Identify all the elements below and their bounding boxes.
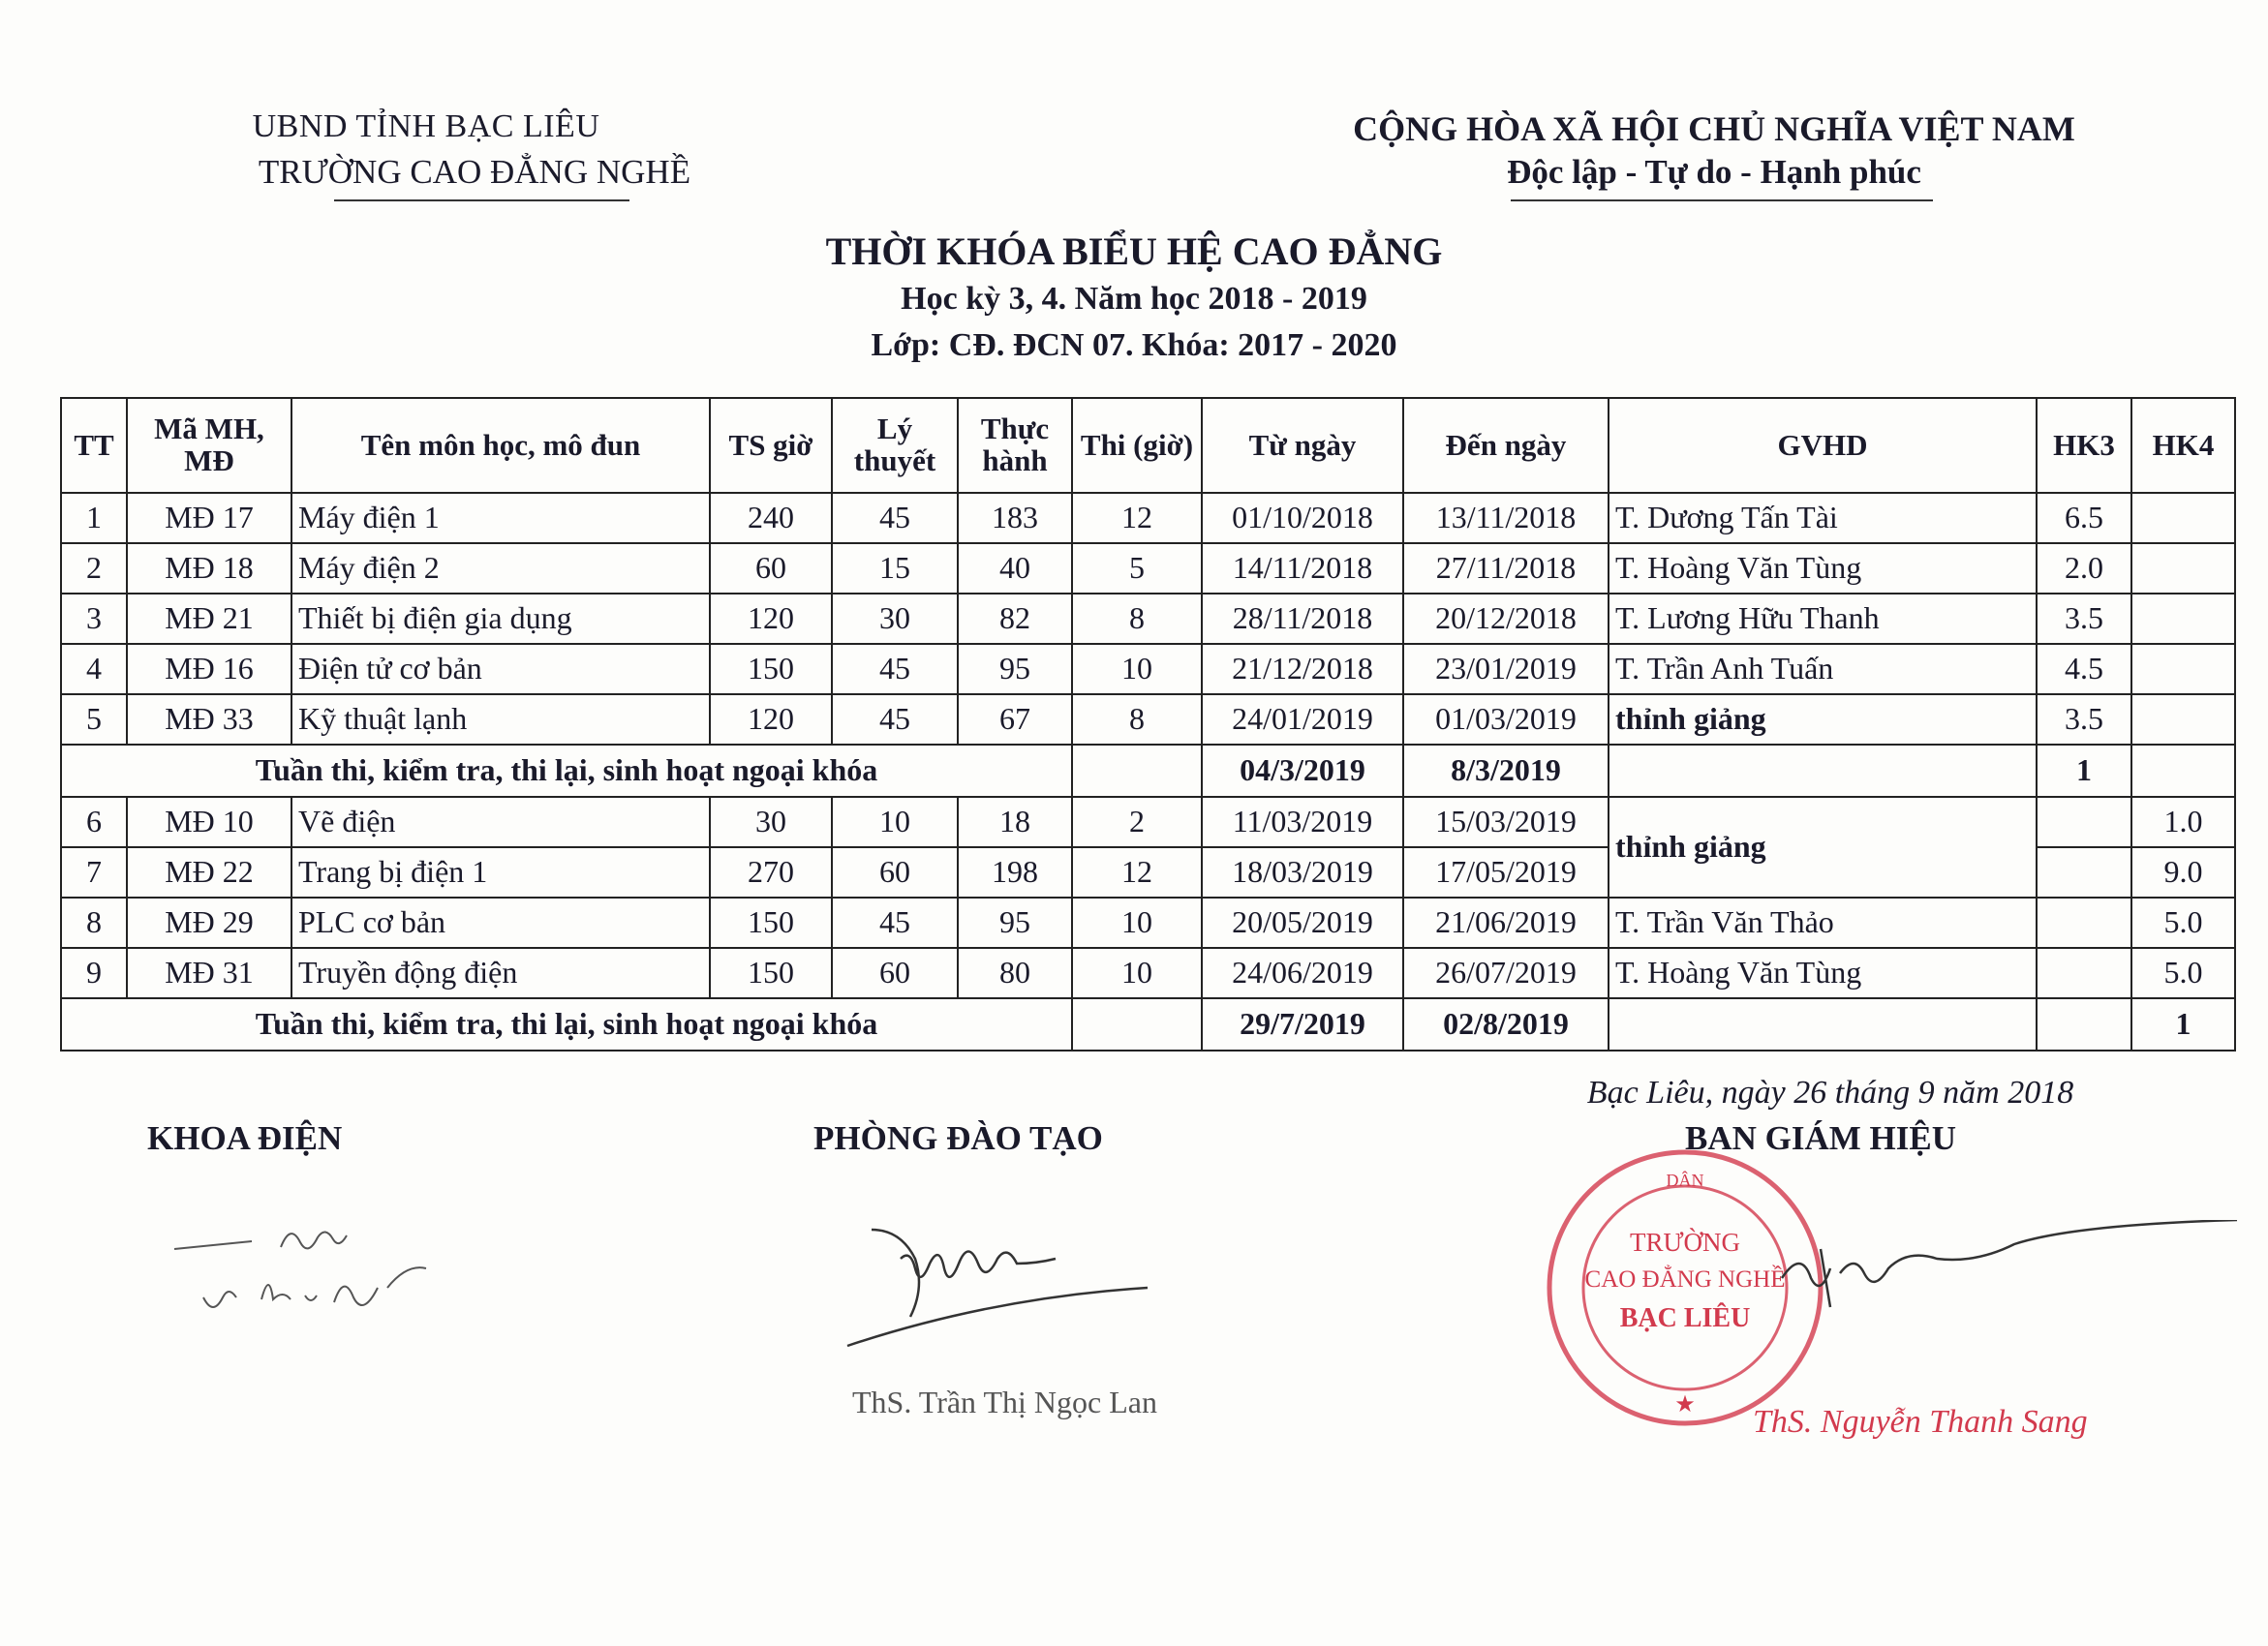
col-header-practice: Thực hành — [958, 398, 1072, 493]
table-row — [61, 543, 2235, 594]
cell-hk4: 5.0 — [2131, 898, 2235, 948]
col-header-exam: Thi (giờ) — [1072, 398, 1202, 493]
cell-exam — [1072, 998, 1202, 1051]
col-header-hk4: HK4 — [2131, 398, 2235, 493]
table-row — [61, 898, 2235, 948]
cell-subject: Truyền động điện — [291, 948, 710, 998]
cell-theory: 15 — [832, 543, 958, 594]
cell-code: MĐ 10 — [127, 797, 291, 847]
cell-tt: 6 — [61, 797, 127, 847]
cell-from-date: 28/11/2018 — [1202, 594, 1403, 644]
cell-hk3 — [2037, 898, 2131, 948]
cell-hk4 — [2131, 594, 2235, 644]
cell-instructor-merged: thỉnh giảng — [1609, 797, 2037, 898]
cell-subject: Kỹ thuật lạnh — [291, 694, 710, 745]
cell-tt: 9 — [61, 948, 127, 998]
exam-week-row — [61, 745, 2235, 797]
semester-subtitle: Học kỳ 3, 4. Năm học 2018 - 2019 — [901, 281, 1367, 317]
cell-subject: Máy điện 1 — [291, 493, 710, 543]
cell-total-hours: 150 — [710, 644, 832, 694]
stamp-line3: BẠC LIÊU — [1619, 1303, 1751, 1333]
cell-exam — [1072, 745, 1202, 797]
col-header-theory: Lý thuyết — [832, 398, 958, 493]
cell-from-date: 18/03/2019 — [1202, 847, 1403, 898]
table-header-row — [61, 398, 2235, 493]
cell-code: MĐ 33 — [127, 694, 291, 745]
cell-hk3: 3.5 — [2037, 594, 2131, 644]
cell-exam: 10 — [1072, 898, 1202, 948]
national-title: CỘNG HÒA XÃ HỘI CHỦ NGHĨA VIỆT NAM — [1353, 109, 2075, 148]
cell-to-date: 27/11/2018 — [1403, 543, 1609, 594]
cell-subject: Điện tử cơ bản — [291, 644, 710, 694]
class-subtitle: Lớp: CĐ. ĐCN 07. Khóa: 2017 - 2020 — [871, 327, 1397, 363]
cell-hk4 — [2131, 493, 2235, 543]
training-office-signer-name: ThS. Trần Thị Ngọc Lan — [852, 1385, 1157, 1419]
cell-code: MĐ 22 — [127, 847, 291, 898]
col-header-to-date: Đến ngày — [1403, 398, 1609, 493]
cell-from-date: 14/11/2018 — [1202, 543, 1403, 594]
document-title: THỜI KHÓA BIỂU HỆ CAO ĐẲNG — [825, 229, 1443, 273]
cell-from-date: 24/06/2019 — [1202, 948, 1403, 998]
table-row — [61, 948, 2235, 998]
place-date: Bạc Liêu, ngày 26 tháng 9 năm 2018 — [1586, 1075, 2074, 1111]
cell-practice: 67 — [958, 694, 1072, 745]
cell-exam: 12 — [1072, 493, 1202, 543]
cell-total-hours: 150 — [710, 948, 832, 998]
national-motto: Độc lập - Tự do - Hạnh phúc — [1507, 153, 1921, 191]
exam-week-to: 02/8/2019 — [1403, 998, 1609, 1051]
table-row — [61, 493, 2235, 543]
cell-total-hours: 150 — [710, 898, 832, 948]
exam-week-hk3 — [2037, 998, 2131, 1051]
school-name: TRƯỜNG CAO ĐẲNG NGHỀ — [258, 153, 691, 191]
cell-total-hours: 120 — [710, 694, 832, 745]
cell-to-date: 23/01/2019 — [1403, 644, 1609, 694]
cell-to-date: 21/06/2019 — [1403, 898, 1609, 948]
cell-theory: 60 — [832, 948, 958, 998]
cell-total-hours: 270 — [710, 847, 832, 898]
cell-exam: 8 — [1072, 694, 1202, 745]
table-row — [61, 594, 2235, 644]
cell-tt: 4 — [61, 644, 127, 694]
stamp-line2: CAO ĐẲNG NGHỀ — [1584, 1266, 1786, 1293]
cell-practice: 95 — [958, 644, 1072, 694]
cell-tt: 7 — [61, 847, 127, 898]
cell-hk4: 5.0 — [2131, 948, 2235, 998]
stamp-line1: TRƯỜNG — [1630, 1228, 1740, 1257]
exam-week-hk4 — [2131, 745, 2235, 797]
cell-practice: 40 — [958, 543, 1072, 594]
signature-title-training-office: PHÒNG ĐÀO TẠO — [813, 1119, 1103, 1157]
cell-from-date: 01/10/2018 — [1202, 493, 1403, 543]
cell-total-hours: 30 — [710, 797, 832, 847]
exam-week-to: 8/3/2019 — [1403, 745, 1609, 797]
cell-theory: 45 — [832, 694, 958, 745]
cell-subject: Thiết bị điện gia dụng — [291, 594, 710, 644]
signature-title-board: BAN GIÁM HIỆU — [1685, 1119, 1957, 1157]
cell-theory: 10 — [832, 797, 958, 847]
table-row — [61, 644, 2235, 694]
header-left-underline — [334, 199, 629, 201]
cell-from-date: 21/12/2018 — [1202, 644, 1403, 694]
exam-week-hk3: 1 — [2037, 745, 2131, 797]
signature-title-faculty: KHOA ĐIỆN — [147, 1119, 343, 1157]
cell-practice: 82 — [958, 594, 1072, 644]
cell-to-date: 01/03/2019 — [1403, 694, 1609, 745]
cell-subject: Trang bị điện 1 — [291, 847, 710, 898]
cell-hk3 — [2037, 797, 2131, 847]
cell-to-date: 15/03/2019 — [1403, 797, 1609, 847]
cell-hk4 — [2131, 644, 2235, 694]
cell-theory: 45 — [832, 493, 958, 543]
cell-subject: Máy điện 2 — [291, 543, 710, 594]
cell-instructor: T. Hoàng Văn Tùng — [1609, 543, 2037, 594]
cell-instructor: T. Trần Anh Tuấn — [1609, 644, 2037, 694]
cell-instructor — [1609, 745, 2037, 797]
cell-theory: 45 — [832, 898, 958, 948]
cell-exam: 10 — [1072, 644, 1202, 694]
cell-exam: 8 — [1072, 594, 1202, 644]
cell-hk3 — [2037, 948, 2131, 998]
col-header-tt: TT — [61, 398, 127, 493]
cell-to-date: 13/11/2018 — [1403, 493, 1609, 543]
cell-instructor: T. Trần Văn Thảo — [1609, 898, 2037, 948]
col-header-code: Mã MH, MĐ — [127, 398, 291, 493]
cell-hk3: 3.5 — [2037, 694, 2131, 745]
cell-instructor: T. Hoàng Văn Tùng — [1609, 948, 2037, 998]
cell-hk4: 1.0 — [2131, 797, 2235, 847]
exam-week-label: Tuần thi, kiểm tra, thi lại, sinh hoạt ngoại khóa — [61, 998, 1072, 1051]
cell-instructor: T. Dương Tấn Tài — [1609, 493, 2037, 543]
cell-total-hours: 120 — [710, 594, 832, 644]
cell-tt: 5 — [61, 694, 127, 745]
cell-tt: 1 — [61, 493, 127, 543]
cell-from-date: 11/03/2019 — [1202, 797, 1403, 847]
cell-tt: 2 — [61, 543, 127, 594]
cell-instructor: T. Lương Hữu Thanh — [1609, 594, 2037, 644]
exam-week-hk4: 1 — [2131, 998, 2235, 1051]
cell-exam: 2 — [1072, 797, 1202, 847]
cell-theory: 60 — [832, 847, 958, 898]
cell-practice: 18 — [958, 797, 1072, 847]
cell-to-date: 20/12/2018 — [1403, 594, 1609, 644]
cell-instructor — [1609, 998, 2037, 1051]
board-signature — [1772, 1220, 2247, 1326]
cell-hk3: 6.5 — [2037, 493, 2131, 543]
exam-week-label: Tuần thi, kiểm tra, thi lại, sinh hoạt ngoại khóa — [61, 745, 1072, 797]
exam-week-from: 29/7/2019 — [1202, 998, 1403, 1051]
cell-theory: 30 — [832, 594, 958, 644]
cell-exam: 10 — [1072, 948, 1202, 998]
cell-hk3: 4.5 — [2037, 644, 2131, 694]
cell-hk4 — [2131, 543, 2235, 594]
cell-to-date: 26/07/2019 — [1403, 948, 1609, 998]
cell-tt: 3 — [61, 594, 127, 644]
training-office-signature — [843, 1210, 1162, 1356]
cell-from-date: 24/01/2019 — [1202, 694, 1403, 745]
cell-code: MĐ 31 — [127, 948, 291, 998]
cell-subject: Vẽ điện — [291, 797, 710, 847]
table-row — [61, 694, 2235, 745]
cell-hk3 — [2037, 847, 2131, 898]
cell-practice: 80 — [958, 948, 1072, 998]
cell-practice: 183 — [958, 493, 1072, 543]
cell-code: MĐ 17 — [127, 493, 291, 543]
cell-total-hours: 60 — [710, 543, 832, 594]
cell-code: MĐ 29 — [127, 898, 291, 948]
col-header-from-date: Từ ngày — [1202, 398, 1403, 493]
table-row — [61, 797, 2235, 847]
board-signer-name: ThS. Nguyễn Thanh Sang — [1753, 1404, 2088, 1440]
cell-code: MĐ 21 — [127, 594, 291, 644]
cell-practice: 95 — [958, 898, 1072, 948]
col-header-total-hours: TS giờ — [710, 398, 832, 493]
left-signature — [136, 1191, 465, 1336]
cell-instructor: thỉnh giảng — [1609, 694, 2037, 745]
cell-exam: 5 — [1072, 543, 1202, 594]
cell-total-hours: 240 — [710, 493, 832, 543]
cell-theory: 45 — [832, 644, 958, 694]
col-header-instructor: GVHD — [1609, 398, 2037, 493]
cell-to-date: 17/05/2019 — [1403, 847, 1609, 898]
cell-hk3: 2.0 — [2037, 543, 2131, 594]
cell-code: MĐ 16 — [127, 644, 291, 694]
col-header-hk3: HK3 — [2037, 398, 2131, 493]
cell-hk4 — [2131, 694, 2235, 745]
cell-practice: 198 — [958, 847, 1072, 898]
cell-from-date: 20/05/2019 — [1202, 898, 1403, 948]
svg-text:DÂN: DÂN — [1666, 1171, 1704, 1190]
cell-code: MĐ 18 — [127, 543, 291, 594]
cell-tt: 8 — [61, 898, 127, 948]
schedule-table — [60, 397, 2236, 1052]
header-right-underline — [1511, 199, 1933, 201]
cell-hk4: 9.0 — [2131, 847, 2235, 898]
col-header-subject: Tên môn học, mô đun — [291, 398, 710, 493]
svg-text:★: ★ — [1674, 1392, 1696, 1417]
cell-exam: 12 — [1072, 847, 1202, 898]
cell-subject: PLC cơ bản — [291, 898, 710, 948]
exam-week-from: 04/3/2019 — [1202, 745, 1403, 797]
exam-week-row — [61, 998, 2235, 1051]
authority-name: UBND TỈNH BẠC LIÊU — [252, 108, 600, 144]
